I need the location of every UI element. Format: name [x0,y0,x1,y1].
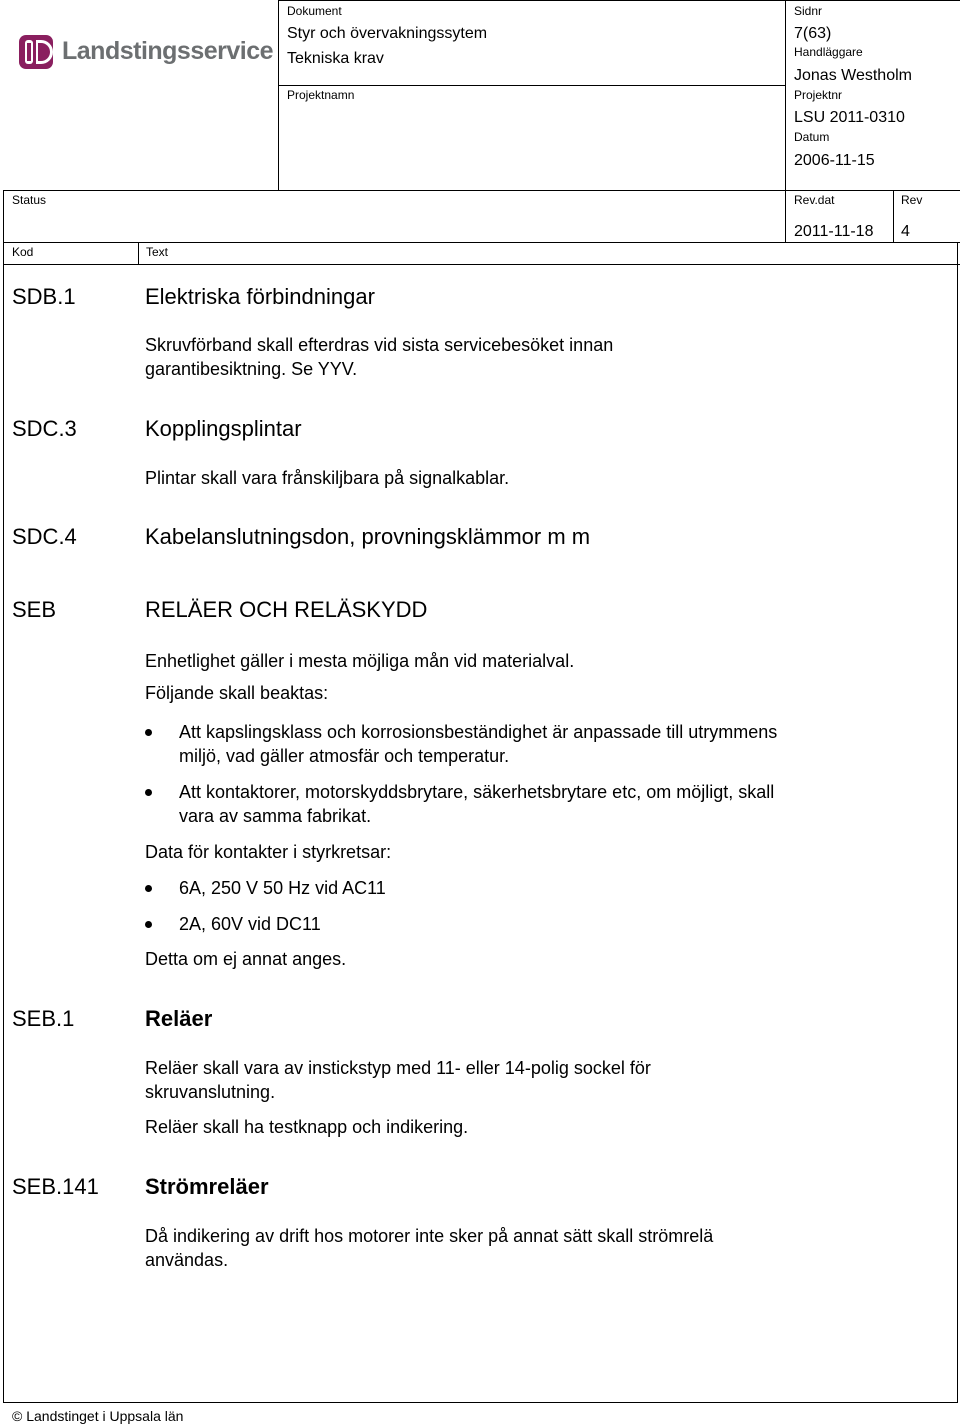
dokument-label: Dokument [287,4,342,18]
footer [12,1407,183,1425]
status-label: Status [12,193,47,207]
header-bottom-rule [3,264,960,265]
dokument-line-1: Styr och övervakningssytem [287,25,488,42]
section-paragraph: Reläer skall vara av instickstyp med 11- eller 14-polig sockel för skruvanslutning. [145,1058,651,1102]
bullet-icon [145,921,152,928]
copyright-icon: © [12,1408,23,1424]
handlaggare-label: Handläggare [794,45,863,59]
header-kod-rule [3,242,960,243]
section-paragraph: Följande skall beaktas: [145,683,329,703]
sidnr-label: Sidnr [794,4,823,18]
section-code: SEB.141 [12,1174,99,1199]
section-code: SEB.1 [12,1006,75,1031]
section-code: SDC.4 [12,524,77,549]
page-right-border [957,242,958,1402]
section-paragraph: Reläer skall ha testknapp och indikering. [145,1117,469,1137]
section-title: Elektriska förbindningar [145,284,375,309]
page-bottom-rule [3,1402,958,1403]
bullet-icon [145,789,152,796]
header-right-divider [785,0,786,242]
section-title: Strömreläer [145,1174,269,1199]
section-paragraph: Enhetlighet gäller i mesta möjliga mån vid materialval. [145,651,575,671]
rev-label: Rev [901,193,923,207]
datum-value: 2006-11-15 [794,152,875,169]
text-label: Text [146,245,169,259]
dokument-line-2: Tekniska krav [287,50,384,67]
header-left-divider [278,0,279,190]
datum-label: Datum [794,130,830,144]
header-top-rule [278,0,960,1]
section-title: Kopplingsplintar [145,416,302,441]
landstingsservice-logo [18,32,274,72]
header-status-rule [3,190,960,191]
revdat-label: Rev.dat [794,193,835,207]
logo-text: Landstingsservice [62,37,274,65]
section-paragraph: Skruvförband skall efterdras vid sista servicebesöket innan garantibesiktning. Se YYV. [145,335,614,379]
section-paragraph: Data för kontakter i styrkretsar: [145,842,392,862]
handlaggare-value: Jonas Westholm [794,67,912,84]
projektnr-value: LSU 2011-0310 [794,109,905,126]
projektnamn-label: Projektnamn [287,88,355,102]
list-item-text: 6A, 250 V 50 Hz vid AC11 [179,878,386,898]
rev-value: 4 [901,223,910,240]
list-item-text: Att kontaktorer, motorskyddsbrytare, säkerhetsbrytare etc, om möjligt, skall vara av samma fabrikat. [179,782,775,826]
section-title: Reläer [145,1006,213,1031]
section-title: RELÄER OCH RELÄSKYDD [145,597,428,622]
projektnr-label: Projektnr [794,88,843,102]
revdat-value: 2011-11-18 [794,223,874,240]
list-item-text: Att kapslingsklass och korrosionsbeständighet är anpassade till utrymmens miljö, vad gäller atmosfär och temperatur. [179,722,778,766]
sidnr-value: 7(63) [794,25,832,42]
header-rev-divider [893,190,894,242]
page-left-border [3,190,4,1402]
header-row-rule-1 [278,85,785,86]
section-paragraph: Plintar skall vara frånskiljbara på signalkablar. [145,468,510,488]
bullet-icon [145,885,152,892]
section-title: Kabelanslutningsdon, provningsklämmor m m [145,524,591,549]
header-text-divider [138,242,139,264]
bullet-icon [145,729,152,736]
list-item-text: 2A, 60V vid DC11 [179,914,321,934]
logo-mark-icon [18,34,54,70]
section-paragraph: Då indikering av drift hos motorer inte sker på annat sätt skall strömrelä användas. [145,1226,714,1270]
kod-label: Kod [12,245,34,259]
section-code: SEB [12,597,57,622]
section-code: SDB.1 [12,284,76,309]
section-code: SDC.3 [12,416,77,441]
section-paragraph: Detta om ej annat anges. [145,949,347,969]
footer-text: Landstinget i Uppsala län [26,1408,184,1424]
